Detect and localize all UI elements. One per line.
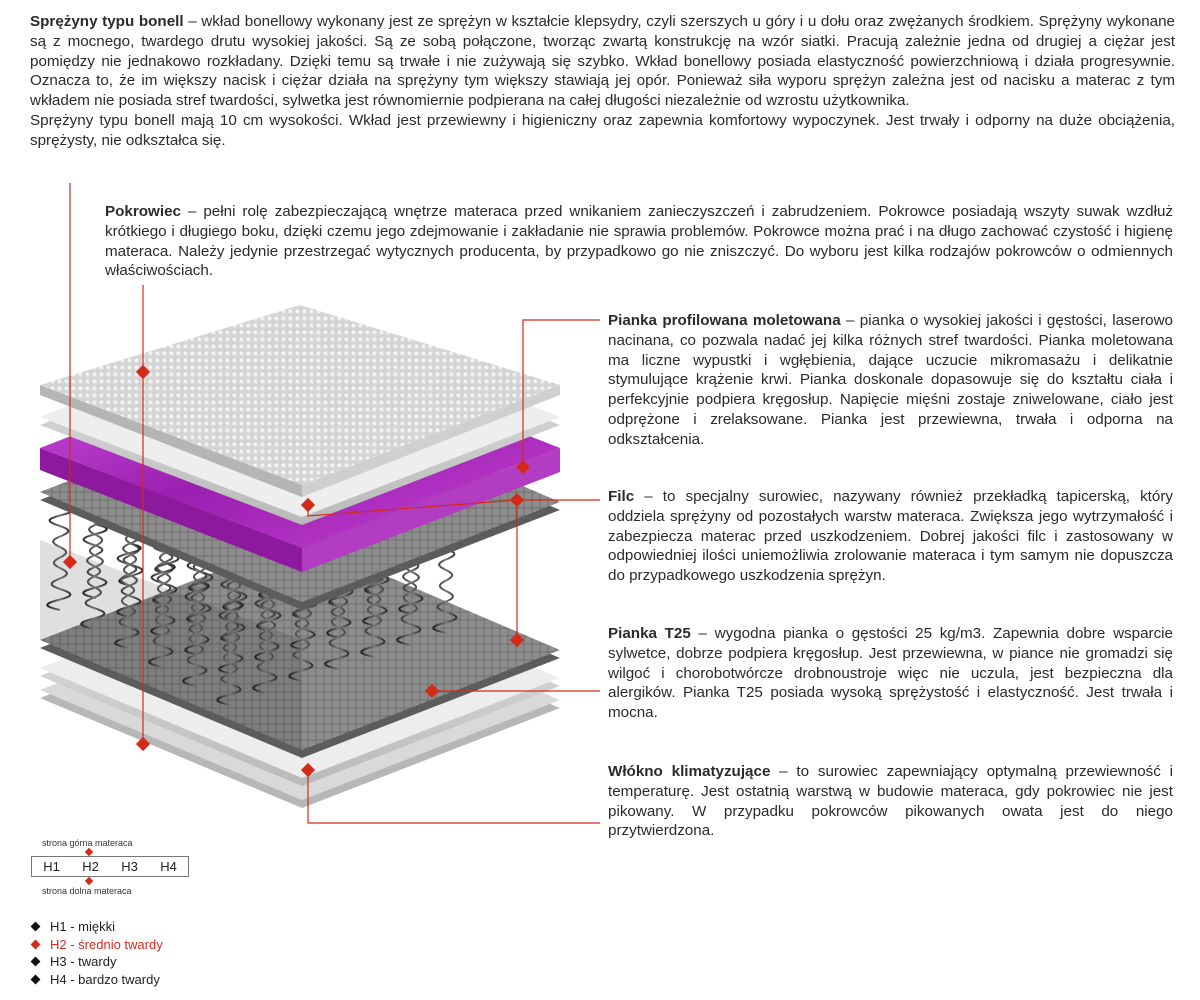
climate-fiber-title: Włókno klimatyzujące xyxy=(608,763,771,780)
climate-fiber-layer xyxy=(40,589,560,808)
spring-coil-16 xyxy=(187,519,212,624)
springs-marker-icon xyxy=(63,555,77,569)
felt-leader-line xyxy=(308,500,600,516)
springs-description xyxy=(30,12,1175,151)
spring-coil-31 xyxy=(291,545,316,650)
selected-hardness-bottom-marker-icon xyxy=(85,877,93,885)
spring-coil-33 xyxy=(363,521,388,626)
spring-coil-37 xyxy=(289,576,314,681)
spring-coil-12 xyxy=(261,464,286,569)
profiled-foam-layer xyxy=(40,347,560,572)
profiled-foam-text: – pianka o wysokiej jakości i gęstości, laserowo nacinana, co pozwala nadać jej kilka różnych stref twardości. Pianka moletowana ma liczne wypustki i wgłębienia, dające uczucie mikromasażu i delikatnie stymulujące krążenie krwi. Pianka doskonale dopasowuje się do kształtu ciała i perfekcyjnie podpiera kręgosłup. Napięcie mięśni zostaje zniwelowane, ciało jest odprężone i zrelaksowane. Pianka jest przewiewna, trwała i odporna na odkształcenia. xyxy=(608,312,1173,448)
climate-fiber-text: – to surowiec zapewniający optymalną przewiewność i temperaturę. Jest ostatnią warstwą w budowie materaca, gdy pokrowiec nie jest pikowany. W przypadku pokrowców pikowanych owata jest do niego przytwierdzona. xyxy=(608,763,1173,840)
felt-layer-top xyxy=(40,391,560,610)
spring-coil-15 xyxy=(151,531,176,636)
bonnell-springs-block xyxy=(40,433,459,750)
hardness-level-h4: H4 xyxy=(160,859,177,874)
spring-coil-35 xyxy=(217,600,242,705)
felt-text: – to specjalny surowiec, nazywany również przekładką tapicerską, który oddziela sprężyny od pozostałych warstw materaca. Zwiększa jego wytrzymałość i zabezpiecza materac przed uszkodzeniem. Dobrej jakości filc i zastosowany w odpowiedniej ilości uniemożliwia zrolowanie materaca i tym samym nie dopuszcza do przypadkowego uszkodzenia sprężyn. xyxy=(608,488,1173,585)
spring-coil-10 xyxy=(189,488,214,593)
spring-coil-11 xyxy=(225,476,250,581)
hardness-level-h3: H3 xyxy=(121,859,138,874)
spring-coil-32 xyxy=(327,533,352,638)
legend-item-h4: H4 - bardzo twardy xyxy=(30,971,163,989)
climate-fiber-marker-icon xyxy=(301,763,315,777)
spring-coil-23 xyxy=(221,538,246,643)
spring-coil-41 xyxy=(433,528,458,633)
spring-coil-22 xyxy=(185,550,210,655)
mattress-top-side-label: strona górna materaca xyxy=(42,838,133,848)
spring-coil-34 xyxy=(399,509,424,614)
spring-coil-1 xyxy=(83,493,108,598)
spring-coil-5 xyxy=(227,445,252,550)
felt-marker-icon xyxy=(510,493,524,507)
legend-item-h1: H1 - miękki xyxy=(30,918,163,936)
mattress-bottom-side-label: strona dolna materaca xyxy=(42,886,132,896)
spring-coil-21 xyxy=(149,562,174,667)
spring-coil-6 xyxy=(263,433,288,538)
springs-text-2: Sprężyny typu bonell mają 10 cm wysokości. Wkład jest przewiewny i higieniczny oraz zapewnia komfortowy wypoczynek. Jest trwały i odporny na duże obciążenia, sprężysty, nie odkształca się. xyxy=(30,111,1175,149)
cover-marker-icon xyxy=(136,365,150,379)
hardness-level-h1: H1 xyxy=(43,859,60,874)
spring-coil-9 xyxy=(153,500,178,605)
legend-item-h3: H3 - twardy xyxy=(30,953,163,971)
hardness-level-h2: H2 xyxy=(82,859,99,874)
spring-coil-36 xyxy=(253,588,278,693)
spring-coil-2 xyxy=(119,481,144,586)
spring-coil-28 xyxy=(183,581,208,686)
cover-title: Pokrowiec xyxy=(105,203,181,220)
cover-layer xyxy=(40,305,560,497)
hardness-scale xyxy=(31,856,189,877)
t25-foam-title: Pianka T25 xyxy=(608,625,691,642)
profiled-foam-title: Pianka profilowana moletowana xyxy=(608,312,841,329)
spring-coil-14 xyxy=(115,543,140,648)
felt-layer-bottom xyxy=(40,539,560,758)
spring-coil-17 xyxy=(223,507,248,612)
spring-coil-4 xyxy=(191,457,216,562)
spring-coil-8 xyxy=(117,512,142,617)
spring-coil-25 xyxy=(293,514,318,619)
t25-foam-layer-bottom xyxy=(40,567,560,786)
springs-text: – wkład bonellowy wykonany jest ze sprężyn w kształcie klepsydry, czyli szerszych u góry i u dołu oraz zwężanych środkiem. Sprężyny wykonane są z mocnego, twardego drutu wysokiej jakości. Są ze sobą połączone, tworząc zwartą konstrukcję na wzór siatki. Pracują zależnie jedna od drugiej a ciężar jest pomiędzy nie jednakowo rozkładany. Dzięki temu są trwałe i nie zużywają się szybko. Wkład bonellowy posiada elastyczność powierzchniową i działa progresywnie. Oznacza to, że im większy nacisk i ciężar działa na sprężyny tym większy stawiają jej opór. Ponieważ siła wyporu sprężyn zależna jest od nacisku a materac z tym wkładem nie posiada stref twardości, sylwetka jest równomiernie podpierana na całej długości niezależnie od wzrostu użytkownika. xyxy=(30,13,1175,110)
layer-markers xyxy=(63,365,530,777)
legend-item-h2: H2 - średnio twardy xyxy=(30,936,163,954)
felt-description xyxy=(608,487,1173,586)
spring-coil-30 xyxy=(255,557,280,662)
cover-lower-marker-icon xyxy=(136,737,150,751)
felt-title: Filc xyxy=(608,488,635,505)
profiled-foam-leader-line xyxy=(523,320,600,467)
selected-hardness-top-marker-icon xyxy=(85,848,93,856)
profiled-foam-marker-icon xyxy=(516,460,530,474)
spring-coil-7 xyxy=(81,524,106,629)
profiled-foam-description xyxy=(608,311,1173,450)
spring-coil-38 xyxy=(325,564,350,669)
spring-coil-18 xyxy=(259,495,284,600)
climate-fiber-leader-line xyxy=(308,770,600,823)
spring-coil-29 xyxy=(219,569,244,674)
t25-foam-layer-top xyxy=(40,316,560,525)
spring-coil-3 xyxy=(155,469,180,574)
spring-coil-0 xyxy=(47,505,72,610)
spring-coil-27 xyxy=(365,490,390,595)
spring-coil-13 xyxy=(297,452,322,557)
cover-description xyxy=(105,202,1173,281)
felt-lower-marker-icon xyxy=(510,633,524,647)
spring-coil-24 xyxy=(257,526,282,631)
springs-title: Sprężyny typu bonell xyxy=(30,13,184,30)
spring-coil-19 xyxy=(295,483,320,588)
climate-fiber-description xyxy=(608,762,1173,841)
hardness-legend xyxy=(30,918,163,988)
spring-coil-39 xyxy=(361,552,386,657)
spring-coil-40 xyxy=(397,540,422,645)
t25-foam-marker-icon xyxy=(425,684,439,698)
t25-foam-text: – wygodna pianka o gęstości 25 kg/m3. Zapewnia dobre wsparcie sylwetce, dobrze podpiera kręgosłup. Jest przewiewna, w piance nie gromadzi się wilgoć i chorobotwórcze drobnoustroje więc nie uczula, jest bezpieczna dla alergików. Pianka T25 posiada wysoką sprężystość i elastyczność. Jest trwała i mocna. xyxy=(608,625,1173,722)
spring-coil-26 xyxy=(329,502,354,607)
t25-foam-description xyxy=(608,624,1173,723)
cover-text: – pełni rolę zabezpieczającą wnętrze materaca przed wnikaniem zanieczyszczeń i zabrudzeniem. Pokrowce posiadają wszyty suwak wzdłuż krótkiego i długiego boku, dzięki czemu jego zdejmowanie i zakładanie nie sprawia problemów. Pokrowce można prać i na długo zachować czystość i higienę materaca. Należy jedynie przestrzegać wytycznych producenta, by przypadkowo go nie zniszczyć. Do wyboru jest kilka rodzajów pokrowców o odmiennych właściwościach. xyxy=(105,203,1173,280)
foam-marker-icon xyxy=(301,498,315,512)
spring-coil-20 xyxy=(331,471,356,576)
